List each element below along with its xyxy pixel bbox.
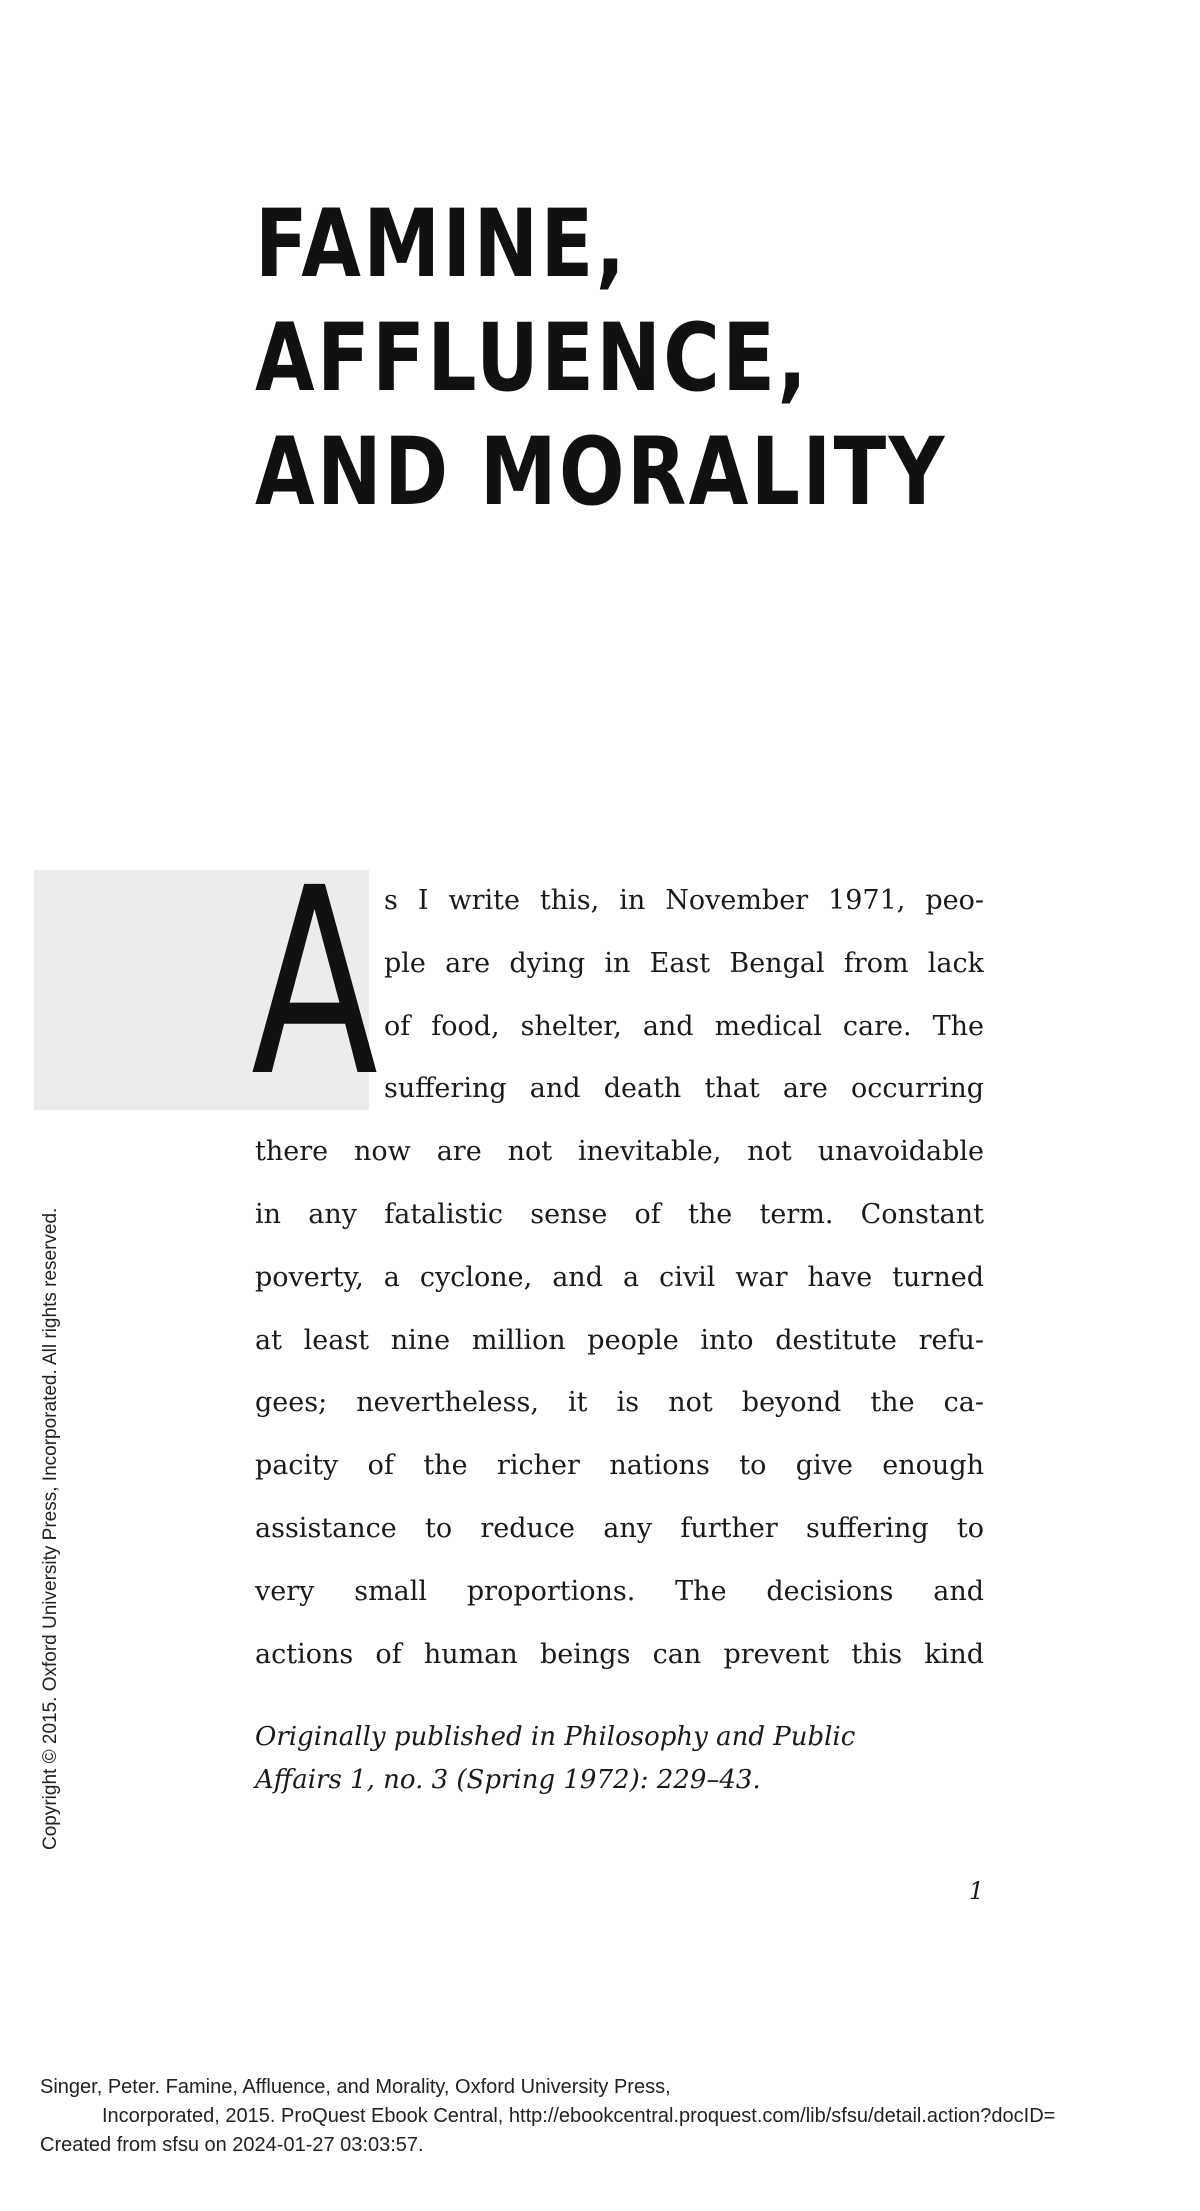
footnote-line: Affairs 1, no. 3 (Spring 1972): 229–43. — [255, 1765, 761, 1795]
body-line: ple are dying in East Bengal from lack — [384, 947, 984, 979]
body-line: at least nine million people into destitute refu- — [255, 1324, 984, 1356]
body-paragraph — [255, 870, 984, 1686]
citation-line: Created from sfsu on 2024-01-27 03:03:57. — [40, 2134, 424, 2156]
body-line: in any fatalistic sense of the term. Constant — [255, 1198, 984, 1230]
body-line: suffering and death that are occurring — [384, 1073, 984, 1105]
body-line: poverty, a cyclone, and a civil war have turned — [255, 1261, 984, 1293]
body-line: of food, shelter, and medical care. The — [384, 1010, 984, 1042]
body-line: s I write this, in November 1971, peo- — [384, 885, 984, 916]
body-line: assistance to reduce any further suffering to — [255, 1512, 984, 1544]
source-footnote — [255, 1716, 1015, 1802]
drop-cap-letter: A — [251, 833, 379, 1133]
footnote-line: Originally published in Philosophy and Public — [255, 1722, 856, 1752]
chapter-title-line: AFFLUENCE, — [255, 304, 810, 413]
page-number: 1 — [968, 1877, 984, 1905]
chapter-title — [255, 188, 1015, 530]
body-line: there now are not inevitable, not unavoidable — [255, 1136, 984, 1168]
citation-footer — [40, 2073, 1190, 2160]
citation-line: Singer, Peter. Famine, Affluence, and Morality, Oxford University Press, — [40, 2076, 671, 2098]
citation-line: Incorporated, 2015. ProQuest Ebook Central, http://ebookcentral.proquest.com/lib/sfsu/detail.action?docID= — [102, 2105, 1056, 2127]
chapter-title-line: FAMINE, — [255, 190, 628, 299]
body-line: pacity of the richer nations to give enough — [255, 1450, 984, 1482]
body-line: very small proportions. The decisions and — [255, 1575, 984, 1607]
copyright-notice: Copyright © 2015. Oxford University Press, Incorporated. All rights reserved. — [40, 1207, 61, 1850]
chapter-title-line: AND MORALITY — [255, 418, 947, 527]
body-line: gees; nevertheless, it is not beyond the ca- — [255, 1387, 984, 1419]
body-line: actions of human beings can prevent this kind — [255, 1638, 984, 1670]
